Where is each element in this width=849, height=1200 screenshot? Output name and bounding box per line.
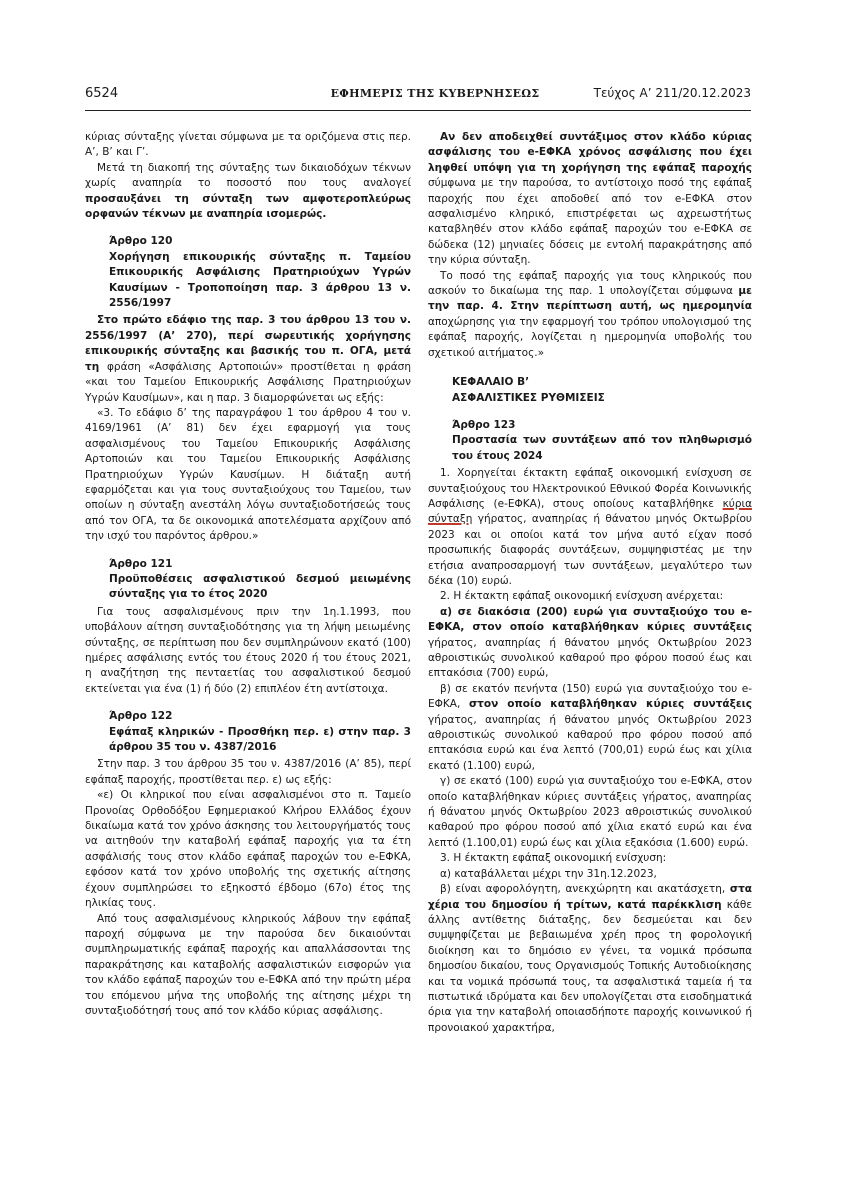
paragraph: «3. Το εδάφιο δ’ της παραγράφου 1 του άρθρου 4 του ν. 4169/1961 (Α’ 81) δεν έχει εφαρμογή για τους ασφαλισμένους του Ταμείου Επικουρικής Ασφάλισης Αρτοποιών και του Ταμείου Επικουρικής Ασφάλισης Πρατηριούχων Υγρών Καυσίμων. Η διάταξη αυτή εφαρμόζεται και για τους συνταξιούχους του Ταμείου, των οποίων η σύνταξη ανεστάλη λόγω συνταξιοδοτήσεώς τους από τον ΟΓΑ, τα δε οικονομικά αποτελέσματα αρχίζουν από την ισχύ του παρόντος άρθρου.» bbox=[85, 406, 411, 543]
left-column bbox=[85, 130, 411, 1019]
text-run: Μετά τη διακοπή της σύνταξης των δικαιοδόχων τέκνων χωρίς αναπηρία το ποσοστό που τους αναλογεί bbox=[85, 161, 411, 190]
text-run: β) σε εκατόν πενήντα (150) ευρώ για συνταξιούχο του e-ΕΦΚΑ, bbox=[428, 682, 752, 711]
article-title: Χορήγηση επικουρικής σύνταξης π. Ταμείου Επικουρικής Ασφάλισης Πρατηριούχων Υγρών Καυσίμων - Τροποποίηση παρ. 3 άρθρου 13 ν. 2556/1997 bbox=[109, 250, 411, 310]
text-run: στον οποίο καταβλήθηκαν κύριες συντάξεις bbox=[469, 698, 752, 711]
paragraph: Για τους ασφαλισμένους πριν την 1η.1.1993, που υποβάλουν αίτηση συνταξιοδότησης για τη λήψη μειωμένης σύνταξης, σε περίπτωση που δεν συμπληρώνουν εκατό (100) ημέρες ασφάλισης εντός του έτους 2020 ή του έτους 2021, η αναζήτηση της πενταετίας του ασφαλιστικού δεσμού εκτείνεται για ένα (1) ή δύο (2) επιπλέον έτη αντίστοιχα. bbox=[85, 605, 411, 695]
article-title: Προστασία των συντάξεων από τον πληθωρισμό του έτους 2024 bbox=[452, 434, 752, 462]
text-run: προσαυξάνει τη σύνταξη των αμφοτεροπλεύρως ορφανών τέκνων με αναπηρία ισομερώς. bbox=[85, 192, 411, 221]
paragraph bbox=[428, 269, 752, 361]
text-run: με την παρ. 4. Στην περίπτωση αυτή, ως ημερομηνία bbox=[428, 285, 752, 313]
chapter-title: ΑΣΦΑΛΙΣΤΙΚΕΣ ΡΥΘΜΙΣΕΙΣ bbox=[452, 391, 605, 404]
article-number: Άρθρο 120 bbox=[109, 235, 173, 248]
text-run: κάθε άλλης αντίθετης διάταξης, δεν δεσμεύεται και δεν συμψηφίζεται με βεβαιωμένα χρέη προς τη φορολογική διοίκηση και το δημόσιο εν γένει, τα νομικά πρόσωπα δημοσίου δικαίου, τους Οργανισμούς Τοπικής Αυτοδιοίκησης και τα νομικά πρόσωπά τους, τα ασφαλιστικά ταμεία ή τα πιστωτικά ιδρύματα και δεν υπολογίζεται στα εισοδηματικά όρια για την καταβολή οποιασδήποτε παροχής κοινωνικού ή προνοιακού χαρακτήρα, bbox=[428, 898, 752, 1034]
issue-number: Τεύχος A’ 211/20.12.2023 bbox=[593, 86, 751, 100]
text-run: Το ποσό της εφάπαξ παροχής για τους κληρικούς που ασκούν το δικαίωμα της παρ. 1 υπολογίζεται σύμφωνα bbox=[428, 269, 752, 298]
right-column bbox=[428, 130, 752, 1036]
highlighted-text: κύρια σύνταξη bbox=[428, 497, 752, 526]
text-run: 1. Χορηγείται έκτακτη εφάπαξ οικονομική ενίσχυση σε συνταξιούχους του Ηλεκτρονικού Εθνικού Φορέα Κοινωνικής Ασφάλισης (e-ΕΦΚΑ), στους οποίους καταβλήθηκε bbox=[428, 467, 752, 510]
paragraph: Από τους ασφαλισμένους κληρικούς λάβουν την εφάπαξ παροχή σύμφωνα με την παρούσα δεν δικαιούνται συμπληρωματικής εφάπαξ παροχής και απαλλάσσονται της παρακράτησης και καταβολής ασφαλιστικών εισφορών για τον κλάδο εφάπαξ παροχών του e-ΕΦΚΑ από την πρώτη μέρα του επόμενου μήνα της υποβολής της αίτησης μέχρι τη συνταξιοδότησή τους από τον κλάδο κύριας ασφάλισης. bbox=[85, 912, 411, 1017]
text-run: γήρατος, αναπηρίας ή θάνατου μηνός Οκτωβρίου 2023 και οι οποίοι κατά τον μήνα αυτό είχαν ποσό προσωπικής διαφοράς συντάξεων, συμψηφιστέας με την ετήσια αναπροσαρμογή των συντάξεων, μεγαλύτερο των δέκα (10) ευρώ. bbox=[428, 513, 752, 587]
text-run: Αν δεν αποδειχθεί συντάξιμος στον κλάδο κύριας ασφάλισης του e-ΕΦΚΑ χρόνος ασφάλισης που έχει ληφθεί υπόψη για τη χορήγηση της εφάπαξ παροχής bbox=[428, 131, 752, 174]
page-number: 6524 bbox=[85, 86, 119, 101]
paragraph bbox=[85, 313, 411, 405]
article-number: Άρθρο 123 bbox=[452, 418, 516, 431]
paragraph bbox=[428, 605, 752, 682]
text-run: σύμφωνα με την παρούσα, το αντίστοιχο ποσό της εφάπαξ παροχής που έχει αποδοθεί από τον e-ΕΦΚΑ στον ασφαλισμένο κληρικό, επιστρέφεται ως αχρεωστήτως καταβληθέν στον κλάδο εφάπαξ παροχών του e-ΕΦΚΑ σε δώδεκα (12) μηνιαίες δόσεις με εντολή παρακράτησης από την κύρια σύνταξη. bbox=[428, 177, 752, 267]
text-run: αποχώρησης για την εφαρμογή του τρόπου υπολογισμού της εφάπαξ παροχής, λογίζεται η ημερομηνία υποβολής του σχετικού αιτήματος.» bbox=[428, 315, 752, 359]
paragraph: α) καταβάλλεται μέχρι την 31η.12.2023, bbox=[440, 867, 657, 880]
text-run: φράση «Ασφάλισης Αρτοποιών» προστίθεται η φράση «και του Ταμείου Επικουρικής Ασφάλισης Πρατηριούχων Υγρών Καυσίμων», και η παρ. 3 διαμορφώνεται ως εξής: bbox=[85, 360, 411, 404]
paragraph: κύριας σύνταξης γίνεται σύμφωνα με τα οριζόμενα στις περ. Α’, Β’ και Γ’. bbox=[85, 131, 411, 159]
text-run: Στο πρώτο εδάφιο της παρ. 3 του άρθρου 13 του ν. 2556/1997 (Α’ 270), περί σωρευτικής χορήγησης επικουρικής σύνταξης και βασικής του π. ΟΓΑ, μετά τη bbox=[85, 314, 411, 373]
text-run: γήρατος, αναπηρίας ή θάνατου μηνός Οκτωβρίου 2023 αθροιστικώς συνολικού καθαρού προ φόρου ποσού έως και επτακόσια (700) ευρώ, bbox=[428, 636, 752, 680]
paragraph bbox=[428, 682, 752, 774]
article-title: Εφάπαξ κληρικών - Προσθήκη περ. ε) στην παρ. 3 άρθρου 35 του ν. 4387/2016 bbox=[109, 725, 411, 754]
paragraph: «ε) Οι κληρικοί που είναι ασφαλισμένοι στο π. Ταμείο Προνοίας Ορθοδόξου Εφημεριακού Κλήρου Ελλάδος έχουν δικαίωμα κατά τον χρόνο άσκησης του λειτουργήματός τους να αιτηθούν την καταβολή εφάπαξ παροχής για τα έτη ασφάλισής τους στον κλάδο εφάπαξ παροχών του e-ΕΦΚΑ, εφόσον κατά τον χρόνο υποβολής της σχετικής αίτησης έχουν συμπληρώσει το εξηκοστό έβδομο (67ο) έτος της ηλικίας τους. bbox=[85, 789, 411, 910]
paragraph: 3. Η έκτακτη εφάπαξ οικονομική ενίσχυση: bbox=[440, 852, 667, 865]
gazette-title: ΕΦΗΜΕΡΙΣ ΤΗΣ ΚΥΒΕΡΝΗΣΕΩΣ bbox=[330, 87, 540, 100]
text-run: α) σε διακόσια (200) ευρώ για συνταξιούχο του e-ΕΦΚΑ, στον οποίο καταβλήθηκαν κύριες συντάξεις bbox=[428, 605, 752, 634]
paragraph bbox=[428, 130, 752, 269]
header-divider bbox=[85, 110, 751, 111]
chapter-number: ΚΕΦΑΛΑΙΟ Β’ bbox=[452, 376, 530, 389]
paragraph: Στην παρ. 3 του άρθρου 35 του ν. 4387/2016 (Α’ 85), περί εφάπαξ παροχής, προστίθεται περ. ε) ως εξής: bbox=[85, 758, 411, 786]
paragraph bbox=[428, 882, 752, 1036]
paragraph: γ) σε εκατό (100) ευρώ για συνταξιούχο του e-ΕΦΚΑ, στον οποίο καταβλήθηκαν κύριες συντάξεις γήρατος, αναπηρίας ή θάνατου μηνός Οκτωβρίου 2023 αθροιστικώς συνολικού καθαρού προ φόρου ποσού από χίλια εκατό ευρώ και ένα λεπτό (1.100,01) ευρώ έως και χίλια εξακόσια (1.600) ευρώ. bbox=[428, 775, 752, 849]
article-number: Άρθρο 122 bbox=[109, 710, 173, 723]
article-number: Άρθρο 121 bbox=[109, 557, 173, 570]
article-title: Προϋποθέσεις ασφαλιστικού δεσμού μειωμένης σύνταξης για το έτος 2020 bbox=[109, 572, 411, 601]
text-run: γήρατος, αναπηρίας ή θάνατου μηνός Οκτωβρίου 2023 αθροιστικώς συνολικού καθαρού προ φόρου ποσού από επτακόσια ευρώ και ένα λεπτό (700,01) ευρώ έως και χίλια εκατό (1.100) ευρώ, bbox=[428, 713, 752, 772]
paragraph bbox=[85, 161, 411, 223]
text-run: β) είναι αφορολόγητη, ανεκχώρητη και ακατάσχετη, bbox=[440, 883, 730, 896]
paragraph: 2. Η έκτακτη εφάπαξ οικονομική ενίσχυση ανέρχεται: bbox=[440, 590, 724, 603]
paragraph bbox=[428, 466, 752, 589]
text-run: στα χέρια του δημοσίου ή τρίτων, κατά παρέκκλιση bbox=[428, 883, 752, 911]
